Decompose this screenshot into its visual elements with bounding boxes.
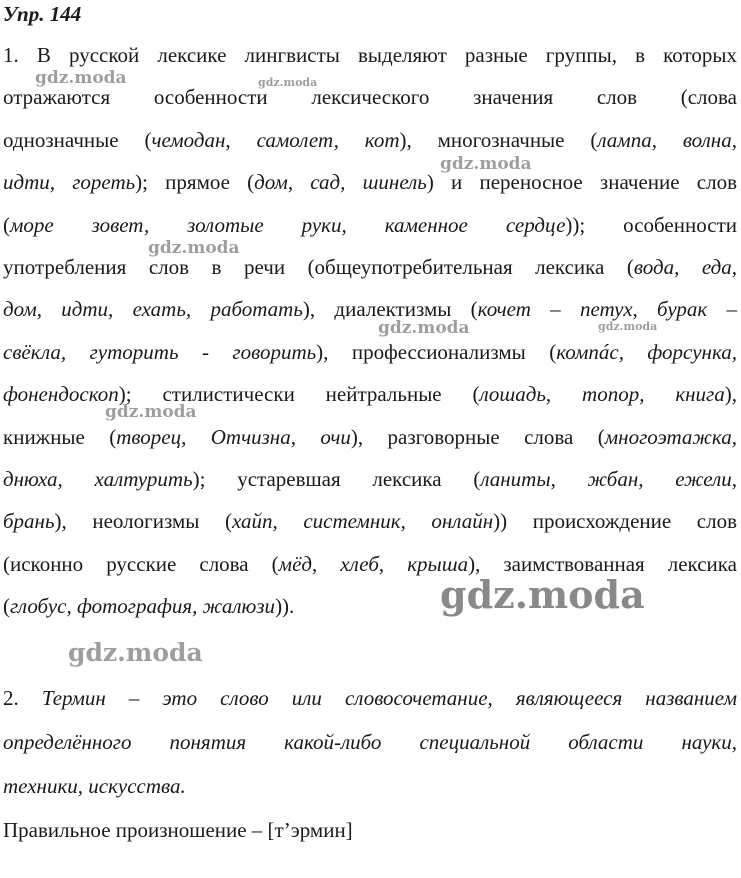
text-line [3,423,737,451]
text-run: отражаются особенности лексического значения слов (слова [3,85,737,110]
text-run: однозначные ( [3,127,152,152]
text-run: ); стилистически нейтральные ( [118,382,480,407]
text-run: ); устаревшая лексика ( [192,467,481,491]
example-words: мёд, хлеб, крыша [278,551,469,576]
text-run: ); прямое ( [135,170,255,195]
text-run: ), диалектизмы ( [302,297,478,322]
example-words: идти, гореть [3,170,136,195]
watermark-logo: gdz.moda [105,402,197,422]
text-line [3,507,737,535]
text-line [3,41,737,69]
watermark-logo: gdz.moda [148,238,240,258]
text-line [3,684,737,712]
watermark-logo: gdz.moda [440,154,532,174]
example-words: дом, идти, ехать, работать [3,297,303,322]
text-run: )) происхождение слов [493,509,737,534]
watermark-logo: gdz.moda [68,638,203,667]
text-line [3,126,737,154]
example-words: глобус, фотография, жалюзи [10,594,276,619]
text-line [3,211,737,239]
example-words: техники, искусства. [3,774,186,798]
text-run: )); особенности [565,212,737,237]
text-line [3,772,737,800]
watermark-logo: gdz.moda [35,68,127,88]
example-words: определённого понятия какой-либо специальной области науки, [3,730,737,754]
text-run: ), неологизмы ( [54,509,232,534]
example-words: море зовет, золотые руки, каменное сердце [10,212,566,237]
example-words: свёкла, гуторить - говорить [3,339,317,364]
text-run: 2. [3,686,42,710]
exercise-heading: Упр. 144 [3,2,82,26]
text-run: 1. В русской лексике лингвисты выделяют разные группы, в которых [3,43,737,67]
example-words: хайп, системник, онлайн [231,509,494,534]
text-line [3,465,737,493]
example-words: фонендоскоп [3,382,119,407]
text-run: ), многозначные ( [399,127,598,152]
text-run: ), разговорные слова ( [350,424,605,449]
example-words: многоэтажка, [604,424,737,449]
example-words: днюха, халтурить [3,467,193,491]
text-run: ), заимствованная лексика [468,551,738,576]
example-words: лампа, волна, [597,127,737,152]
example-words: чемодан, самолет, кот [151,127,400,152]
watermark-logo: gdz.moda [378,318,470,338]
text-run: употребления слов в речи (общеупотребительная лексика ( [3,255,634,279]
example-words: компáс, форсунка, [556,339,737,364]
text-run: ), [724,382,737,407]
example-words: Термин – это слово или словосочетание, являющееся названием [41,686,737,710]
text-line [3,338,737,366]
example-words: ланиты, жбан, ежели, [480,467,738,491]
text-run: книжные ( [3,424,117,449]
watermark-logo: gdz.moda [598,320,658,333]
text-run: ) и переносное значение слов [426,170,737,195]
text-run: ( [3,212,10,237]
example-words: кочет – петух, бурак – [477,297,737,322]
example-words: дом, сад, шинель [254,170,427,195]
example-words: творец, Отчизна, очи [116,424,351,449]
text-line [3,728,737,756]
example-words: брань [3,509,55,534]
pronunciation-line: Правильное произношение – [т’эрмин] [3,818,353,842]
text-line [3,253,737,281]
watermark-logo: gdz.moda [258,76,318,89]
watermark-logo: gdz.moda [440,572,645,617]
text-run: ( [3,594,10,619]
text-run: ), профессионализмы ( [316,339,557,364]
text-run: )). [275,594,295,619]
text-line [3,168,737,196]
example-words: лошадь, топор, книга [479,382,725,407]
example-words: вода, еда, [633,255,738,279]
text-run: (исконно русские слова ( [3,551,279,576]
